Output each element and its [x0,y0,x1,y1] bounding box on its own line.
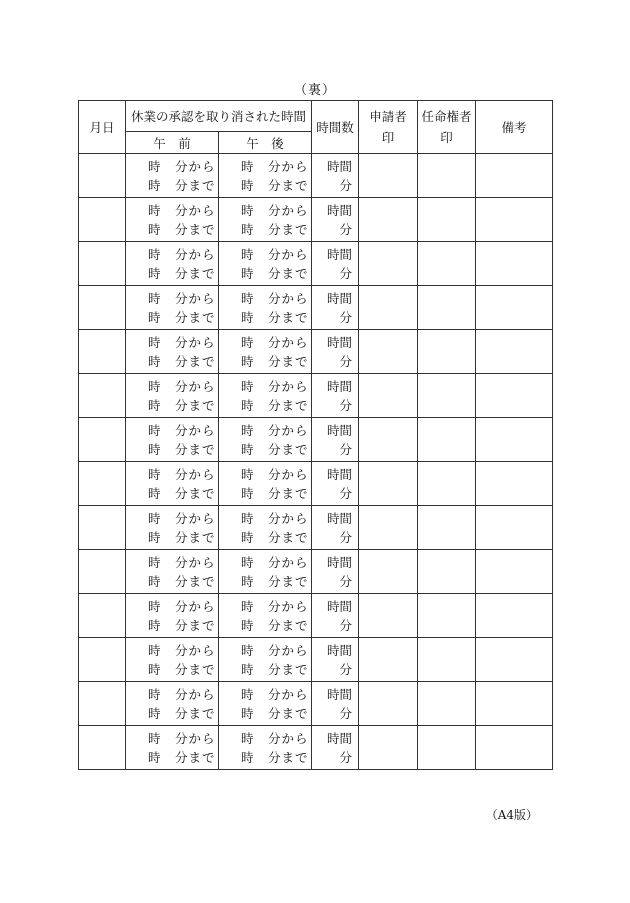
row-hours-cell[interactable] [312,594,359,638]
morning-from-text: 時 分から [148,290,216,306]
afternoon-from-text: 時 分から [241,246,309,262]
row-remarks-cell[interactable] [476,418,553,462]
minutes-label: 分 [339,221,353,237]
table-row [79,638,553,682]
row-date-cell[interactable] [79,330,126,374]
header-appointer [418,101,476,154]
row-morning-time-cell[interactable] [126,726,219,770]
table-row [79,286,553,330]
hours-label: 時間 [327,510,353,526]
row-date-cell[interactable] [79,286,126,330]
minutes-label: 分 [339,353,353,369]
header-applicant-label: 申請者 [369,109,407,124]
row-appointer-seal-cell[interactable] [418,594,476,638]
afternoon-from-text: 時 分から [241,598,309,614]
morning-to-text: 時 分まで [148,617,216,633]
row-remarks-cell[interactable] [476,330,553,374]
row-afternoon-time-cell[interactable] [219,682,312,726]
morning-from-text: 時 分から [148,378,216,394]
row-hours-cell[interactable] [312,418,359,462]
row-afternoon-time-cell[interactable] [219,330,312,374]
row-morning-time-cell[interactable] [126,154,219,198]
row-afternoon-time-cell[interactable] [219,638,312,682]
row-applicant-seal-cell[interactable] [359,726,418,770]
row-hours-cell[interactable] [312,242,359,286]
afternoon-to-text: 時 分まで [241,749,309,765]
afternoon-to-text: 時 分まで [241,661,309,677]
row-morning-time-cell[interactable] [126,594,219,638]
table-row [79,330,553,374]
hours-label: 時間 [327,466,353,482]
row-hours-cell[interactable] [312,726,359,770]
row-hours-cell[interactable] [312,550,359,594]
morning-from-text: 時 分から [148,334,216,350]
morning-from-text: 時 分から [148,730,216,746]
hours-label: 時間 [327,378,353,394]
minutes-label: 分 [339,573,353,589]
afternoon-from-text: 時 分から [241,642,309,658]
morning-from-text: 時 分から [148,598,216,614]
table-row [79,374,553,418]
row-date-cell[interactable] [79,638,126,682]
row-afternoon-time-cell[interactable] [219,418,312,462]
morning-to-text: 時 分まで [148,221,216,237]
row-date-cell[interactable] [79,198,126,242]
hours-label: 時間 [327,422,353,438]
morning-to-text: 時 分まで [148,265,216,281]
afternoon-to-text: 時 分まで [241,353,309,369]
minutes-label: 分 [339,529,353,545]
row-afternoon-time-cell[interactable] [219,506,312,550]
morning-from-text: 時 分から [148,466,216,482]
row-date-cell[interactable] [79,462,126,506]
hours-label: 時間 [327,246,353,262]
afternoon-to-text: 時 分まで [241,221,309,237]
row-appointer-seal-cell[interactable] [418,682,476,726]
row-hours-cell[interactable] [312,374,359,418]
morning-to-text: 時 分まで [148,529,216,545]
row-applicant-seal-cell[interactable] [359,506,418,550]
morning-to-text: 時 分まで [148,573,216,589]
morning-to-text: 時 分まで [148,353,216,369]
row-morning-time-cell[interactable] [126,506,219,550]
header-morning: 午 前 [126,132,219,154]
minutes-label: 分 [339,749,353,765]
row-remarks-cell[interactable] [476,550,553,594]
morning-from-text: 時 分から [148,422,216,438]
header-cancelled-time: 休業の承認を取り消された時間 [126,101,312,132]
row-hours-cell[interactable] [312,154,359,198]
header-appointer-seal: 印 [440,130,453,145]
afternoon-to-text: 時 分まで [241,617,309,633]
afternoon-to-text: 時 分まで [241,529,309,545]
morning-from-text: 時 分から [148,554,216,570]
row-date-cell[interactable] [79,242,126,286]
hours-label: 時間 [327,158,353,174]
row-remarks-cell[interactable] [476,506,553,550]
minutes-label: 分 [339,617,353,633]
afternoon-to-text: 時 分まで [241,573,309,589]
row-date-cell[interactable] [79,506,126,550]
row-applicant-seal-cell[interactable] [359,682,418,726]
morning-from-text: 時 分から [148,158,216,174]
morning-to-text: 時 分まで [148,705,216,721]
row-date-cell[interactable] [79,726,126,770]
row-applicant-seal-cell[interactable] [359,594,418,638]
row-morning-time-cell[interactable] [126,286,219,330]
hours-label: 時間 [327,202,353,218]
hours-label: 時間 [327,642,353,658]
row-morning-time-cell[interactable] [126,550,219,594]
morning-from-text: 時 分から [148,246,216,262]
header-remarks: 備考 [476,101,553,154]
afternoon-from-text: 時 分から [241,422,309,438]
minutes-label: 分 [339,705,353,721]
table-row [79,198,553,242]
row-morning-time-cell[interactable] [126,242,219,286]
row-remarks-cell[interactable] [476,638,553,682]
table-row [79,154,553,198]
row-appointer-seal-cell[interactable] [418,154,476,198]
row-hours-cell[interactable] [312,638,359,682]
row-hours-cell[interactable] [312,330,359,374]
hours-label: 時間 [327,554,353,570]
row-appointer-seal-cell[interactable] [418,286,476,330]
row-remarks-cell[interactable] [476,462,553,506]
afternoon-from-text: 時 分から [241,510,309,526]
afternoon-from-text: 時 分から [241,158,309,174]
row-appointer-seal-cell[interactable] [418,198,476,242]
afternoon-from-text: 時 分から [241,466,309,482]
morning-to-text: 時 分まで [148,397,216,413]
row-morning-time-cell[interactable] [126,330,219,374]
row-remarks-cell[interactable] [476,286,553,330]
row-afternoon-time-cell[interactable] [219,154,312,198]
afternoon-to-text: 時 分まで [241,397,309,413]
row-morning-time-cell[interactable] [126,638,219,682]
row-applicant-seal-cell[interactable] [359,286,418,330]
minutes-label: 分 [339,661,353,677]
row-morning-time-cell[interactable] [126,462,219,506]
minutes-label: 分 [339,309,353,325]
header-date: 月日 [79,101,126,154]
row-applicant-seal-cell[interactable] [359,374,418,418]
row-morning-time-cell[interactable] [126,682,219,726]
row-remarks-cell[interactable] [476,374,553,418]
minutes-label: 分 [339,485,353,501]
minutes-label: 分 [339,177,353,193]
leave-cancellation-table [78,100,553,770]
morning-from-text: 時 分から [148,686,216,702]
row-appointer-seal-cell[interactable] [418,506,476,550]
table-row [79,462,553,506]
row-hours-cell[interactable] [312,462,359,506]
minutes-label: 分 [339,441,353,457]
afternoon-to-text: 時 分まで [241,441,309,457]
header-applicant-seal: 印 [381,130,395,145]
row-applicant-seal-cell[interactable] [359,242,418,286]
afternoon-from-text: 時 分から [241,334,309,350]
row-remarks-cell[interactable] [476,198,553,242]
morning-to-text: 時 分まで [148,309,216,325]
afternoon-from-text: 時 分から [241,686,309,702]
paper-format-note: （A4版） [485,808,538,822]
row-appointer-seal-cell[interactable] [418,374,476,418]
afternoon-to-text: 時 分まで [241,177,309,193]
hours-label: 時間 [327,730,353,746]
header-afternoon: 午 後 [219,132,312,154]
afternoon-to-text: 時 分まで [241,265,309,281]
morning-to-text: 時 分まで [148,485,216,501]
page-side-label: （裏） [293,83,336,98]
row-remarks-cell[interactable] [476,682,553,726]
row-date-cell[interactable] [79,682,126,726]
row-afternoon-time-cell[interactable] [219,550,312,594]
row-appointer-seal-cell[interactable] [418,330,476,374]
table-row [79,418,553,462]
row-applicant-seal-cell[interactable] [359,638,418,682]
afternoon-from-text: 時 分から [241,554,309,570]
row-afternoon-time-cell[interactable] [219,242,312,286]
row-appointer-seal-cell[interactable] [418,638,476,682]
row-hours-cell[interactable] [312,682,359,726]
row-date-cell[interactable] [79,418,126,462]
row-applicant-seal-cell[interactable] [359,198,418,242]
row-remarks-cell[interactable] [476,154,553,198]
afternoon-from-text: 時 分から [241,290,309,306]
table-row [79,550,553,594]
row-afternoon-time-cell[interactable] [219,726,312,770]
afternoon-to-text: 時 分まで [241,705,309,721]
row-appointer-seal-cell[interactable] [418,418,476,462]
row-date-cell[interactable] [79,594,126,638]
minutes-label: 分 [339,265,353,281]
row-date-cell[interactable] [79,374,126,418]
row-applicant-seal-cell[interactable] [359,330,418,374]
row-morning-time-cell[interactable] [126,374,219,418]
row-applicant-seal-cell[interactable] [359,550,418,594]
row-hours-cell[interactable] [312,286,359,330]
morning-to-text: 時 分まで [148,749,216,765]
row-appointer-seal-cell[interactable] [418,726,476,770]
hours-label: 時間 [327,334,353,350]
header-appointer-label: 任命権者 [421,109,472,124]
row-date-cell[interactable] [79,550,126,594]
row-remarks-cell[interactable] [476,726,553,770]
header-applicant [359,101,418,154]
afternoon-to-text: 時 分まで [241,485,309,501]
row-remarks-cell[interactable] [476,242,553,286]
morning-from-text: 時 分から [148,202,216,218]
afternoon-from-text: 時 分から [241,202,309,218]
row-hours-cell[interactable] [312,506,359,550]
morning-from-text: 時 分から [148,642,216,658]
minutes-label: 分 [339,397,353,413]
row-applicant-seal-cell[interactable] [359,154,418,198]
hours-label: 時間 [327,290,353,306]
row-afternoon-time-cell[interactable] [219,462,312,506]
table-row [79,506,553,550]
morning-to-text: 時 分まで [148,441,216,457]
row-appointer-seal-cell[interactable] [418,242,476,286]
table-row [79,726,553,770]
row-applicant-seal-cell[interactable] [359,462,418,506]
row-appointer-seal-cell[interactable] [418,550,476,594]
table-row [79,242,553,286]
afternoon-to-text: 時 分まで [241,309,309,325]
afternoon-from-text: 時 分から [241,730,309,746]
row-morning-time-cell[interactable] [126,418,219,462]
hours-label: 時間 [327,686,353,702]
morning-from-text: 時 分から [148,510,216,526]
row-afternoon-time-cell[interactable] [219,374,312,418]
header-hours: 時間数 [312,101,359,154]
row-hours-cell[interactable] [312,198,359,242]
table-row [79,682,553,726]
row-afternoon-time-cell[interactable] [219,286,312,330]
row-date-cell[interactable] [79,154,126,198]
row-appointer-seal-cell[interactable] [418,462,476,506]
row-remarks-cell[interactable] [476,594,553,638]
afternoon-from-text: 時 分から [241,378,309,394]
row-afternoon-time-cell[interactable] [219,198,312,242]
table-body [79,154,553,770]
row-morning-time-cell[interactable] [126,198,219,242]
row-afternoon-time-cell[interactable] [219,594,312,638]
morning-to-text: 時 分まで [148,661,216,677]
table-row [79,594,553,638]
hours-label: 時間 [327,598,353,614]
row-applicant-seal-cell[interactable] [359,418,418,462]
morning-to-text: 時 分まで [148,177,216,193]
